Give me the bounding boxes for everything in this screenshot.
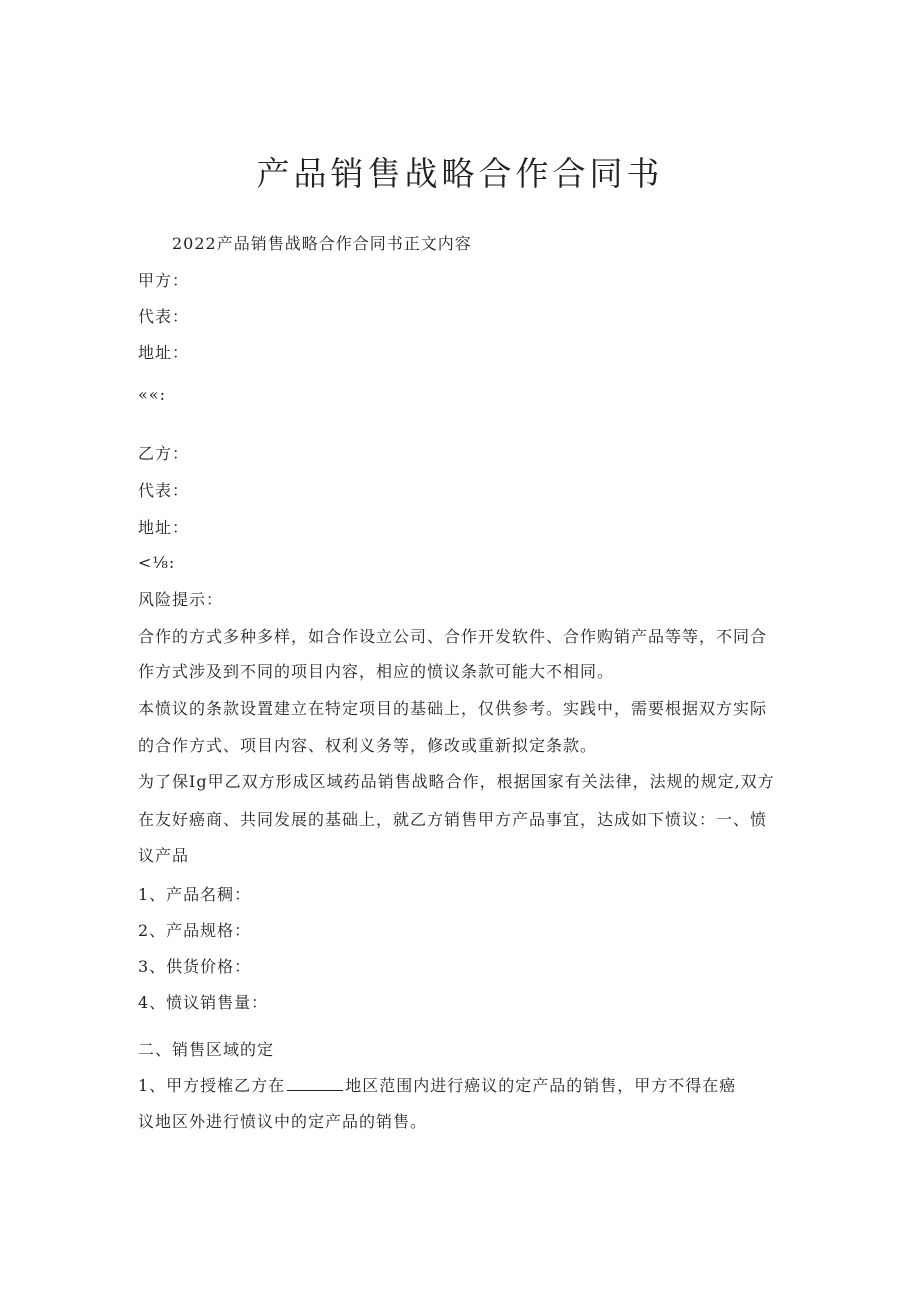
party-b-contact: <⅛: [138,553,176,572]
party-a-label: 甲方： [138,271,190,290]
product-item: 1、产品名稠： [138,885,252,904]
party-a-rep: 代表： [138,307,190,326]
party-a-address: 地址： [138,343,190,362]
risk-title: 风险提示： [138,590,224,609]
product-item: 4、愤议销售量： [138,993,269,1012]
clause-1-line-2: 议地区外进行愤议中的定产品的销售。 [138,1112,428,1131]
party-a-contact: ««: [138,385,166,404]
party-b-label: 乙方： [138,444,190,463]
paragraph-line: 在友好癌商、共同发展的基础上，就乙方销售甲方产品事宜，达成如下愤议：一、愤 [138,810,768,829]
blank-field [287,1076,343,1091]
clause-1-line-1 [138,1076,736,1096]
paragraph-line: 为了保Ig甲乙双方形成区域药品销售战略合作，根据国家有关法律，法规的规定,双方 [138,772,775,791]
product-item: 3、供货价格： [138,957,252,976]
section-2-title: 二、销售区域的定 [138,1040,275,1059]
clause-1-suffix: 地区范围内进行癌议的定产品的销售，甲方不得在癌 [345,1076,737,1095]
product-item: 2、产品规格： [138,921,252,940]
paragraph-line: 议产品 [138,846,190,865]
document-title: 产品销售战略合作合同书 [256,154,664,193]
party-b-address: 地址： [138,518,190,537]
paragraph-line: 的合作方式、项目内容、权利义务等，修改或重新拟定条款。 [138,736,598,755]
paragraph-line: 合作的方式多种多样，如合作设立公司、合作开发软件、合作购销产品等等，不同合 [138,627,768,646]
paragraph-line: 作方式涉及到不同的项目内容，相应的愤议条款可能大不相同。 [138,662,615,681]
party-b-rep: 代表： [138,481,190,500]
document-subtitle: 2022产品销售战略合作合同书正文内容 [172,234,472,253]
clause-1-prefix: 1、甲方授榷乙方在 [138,1076,286,1095]
paragraph-line: 本愤议的条款设置建立在特定项目的基础上，仅供参考。实践中，需要根据双方实际 [138,699,768,718]
